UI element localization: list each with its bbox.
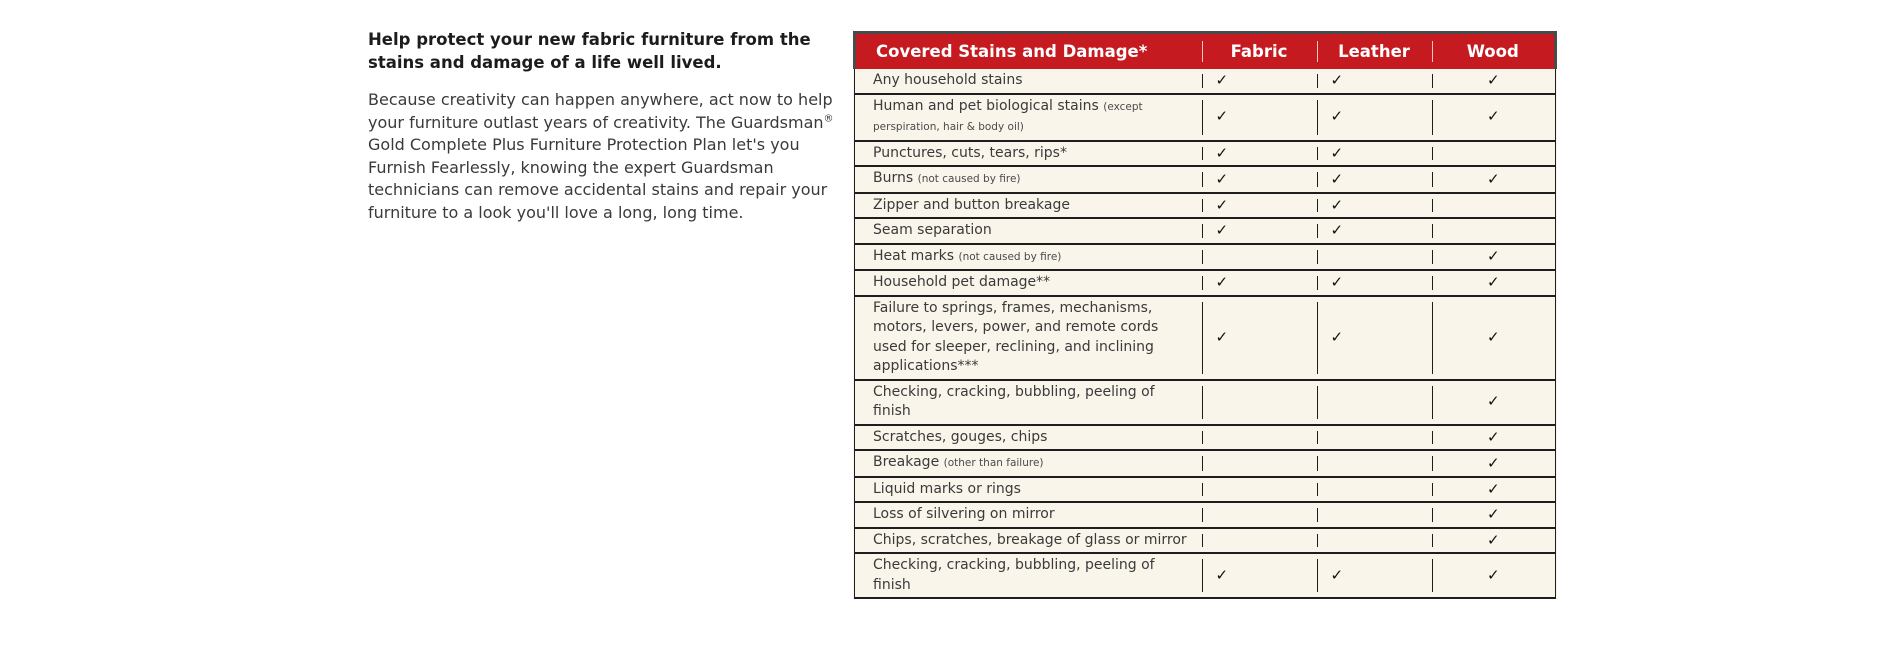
table-row: [855, 425, 1556, 451]
damage-type-cell: [855, 425, 1202, 451]
fabric-coverage-cell: [1202, 94, 1317, 141]
wood-coverage-cell: [1432, 425, 1556, 451]
intro-section: [368, 28, 838, 225]
damage-type-note: (other than failure): [943, 457, 1044, 469]
intro-body: [368, 89, 838, 225]
checkmark-icon: ✓: [1486, 453, 1500, 472]
wood-coverage-cell: [1432, 553, 1556, 598]
checkmark-icon: ✓: [1215, 195, 1229, 214]
wood-coverage-cell: [1432, 94, 1556, 141]
table-row: [855, 218, 1556, 244]
damage-type-label: Any household stains: [873, 72, 1023, 88]
coverage-table: [853, 31, 1557, 599]
checkmark-icon: ✓: [1486, 107, 1500, 126]
checkmark-icon: ✓: [1215, 273, 1229, 291]
intro-body-text: Because creativity can happen anywhere, act now to help your furniture outlast years of creativity. The Guardsman: [368, 90, 833, 132]
coverage-table-body: [855, 69, 1556, 598]
wood-coverage-cell: [1432, 380, 1556, 425]
fabric-coverage-cell: [1202, 553, 1317, 598]
damage-type-cell: [855, 193, 1202, 219]
table-row: [855, 296, 1556, 380]
fabric-coverage-cell: [1202, 244, 1317, 271]
damage-type-cell: [855, 218, 1202, 244]
checkmark-icon: ✓: [1486, 427, 1500, 446]
header-fabric: Fabric: [1202, 33, 1317, 70]
damage-type-note: (not caused by fire): [958, 250, 1062, 263]
header-row: [855, 33, 1556, 70]
leather-coverage-cell: [1317, 477, 1432, 503]
table-row: [855, 94, 1556, 141]
leather-coverage-cell: [1317, 166, 1432, 193]
fabric-coverage-cell: [1202, 380, 1317, 425]
wood-coverage-cell: [1432, 218, 1556, 244]
checkmark-icon: ✓: [1215, 327, 1229, 346]
table-row: [855, 244, 1556, 271]
registered-mark: ®: [823, 113, 834, 125]
checkmark-icon: ✓: [1330, 565, 1344, 584]
fabric-coverage-cell: [1202, 270, 1317, 296]
damage-type-label: Zipper and button breakage: [873, 196, 1070, 213]
checkmark-icon: ✓: [1486, 479, 1500, 498]
damage-type-cell: [855, 244, 1202, 271]
leather-coverage-cell: [1317, 450, 1432, 477]
checkmark-icon: ✓: [1215, 143, 1229, 162]
checkmark-icon: ✓: [1486, 327, 1500, 346]
damage-type-label: Checking, cracking, bubbling, peeling of finish: [873, 557, 1155, 593]
checkmark-icon: ✓: [1330, 143, 1344, 162]
fabric-coverage-cell: [1202, 450, 1317, 477]
checkmark-icon: ✓: [1486, 530, 1500, 549]
fabric-coverage-cell: [1202, 502, 1317, 528]
leather-coverage-cell: [1317, 270, 1432, 296]
intro-heading: Help protect your new fabric furniture from the stains and damage of a life well lived.: [368, 30, 811, 72]
leather-coverage-cell: [1317, 218, 1432, 244]
damage-type-cell: [855, 141, 1202, 167]
fabric-coverage-cell: [1202, 296, 1317, 380]
damage-type-cell: [855, 553, 1202, 598]
wood-coverage-cell: [1432, 69, 1556, 94]
checkmark-icon: ✓: [1486, 169, 1500, 188]
leather-coverage-cell: [1317, 502, 1432, 528]
checkmark-icon: ✓: [1215, 221, 1229, 239]
damage-type-label: Household pet damage**: [873, 274, 1051, 290]
table-row: [855, 380, 1556, 425]
damage-type-label: Burns: [873, 170, 914, 186]
fabric-coverage-cell: [1202, 193, 1317, 219]
table-row: [855, 69, 1556, 94]
table-row: [855, 166, 1556, 193]
damage-type-cell: [855, 380, 1202, 425]
damage-type-label: Heat marks: [873, 247, 955, 264]
checkmark-icon: ✓: [1330, 221, 1344, 239]
wood-coverage-cell: [1432, 502, 1556, 528]
checkmark-icon: ✓: [1486, 392, 1500, 411]
checkmark-icon: ✓: [1486, 505, 1500, 523]
fabric-coverage-cell: [1202, 141, 1317, 167]
damage-type-cell: [855, 166, 1202, 193]
checkmark-icon: ✓: [1330, 169, 1344, 188]
damage-type-label: Punctures, cuts, tears, rips*: [873, 144, 1067, 161]
wood-coverage-cell: [1432, 296, 1556, 380]
damage-type-cell: [855, 450, 1202, 477]
damage-type-label: Breakage: [873, 454, 940, 470]
wood-coverage-cell: [1432, 244, 1556, 271]
damage-type-cell: [855, 270, 1202, 296]
checkmark-icon: ✓: [1330, 107, 1344, 126]
damage-type-cell: [855, 528, 1202, 554]
wood-coverage-cell: [1432, 193, 1556, 219]
leather-coverage-cell: [1317, 193, 1432, 219]
wood-coverage-cell: [1432, 166, 1556, 193]
leather-coverage-cell: [1317, 425, 1432, 451]
damage-type-label: Human and pet biological stains: [873, 97, 1099, 114]
fabric-coverage-cell: [1202, 69, 1317, 94]
leather-coverage-cell: [1317, 94, 1432, 141]
header-wood: Wood: [1432, 33, 1556, 70]
header-covered-stains: Covered Stains and Damage*: [855, 33, 1202, 70]
checkmark-icon: ✓: [1215, 71, 1229, 89]
damage-type-label: Failure to springs, frames, mechanisms, motors, levers, power, and remote cords used for sleeper, reclining, and inclining applications***: [873, 299, 1159, 374]
damage-type-note: (not caused by fire): [917, 173, 1021, 185]
checkmark-icon: ✓: [1215, 169, 1229, 188]
wood-coverage-cell: [1432, 141, 1556, 167]
table-row: [855, 477, 1556, 503]
damage-type-cell: [855, 477, 1202, 503]
damage-type-cell: [855, 94, 1202, 141]
wood-coverage-cell: [1432, 477, 1556, 503]
wood-coverage-cell: [1432, 450, 1556, 477]
damage-type-label: Chips, scratches, breakage of glass or mirror: [873, 531, 1187, 548]
wood-coverage-cell: [1432, 528, 1556, 554]
damage-type-label: Seam separation: [873, 222, 992, 238]
checkmark-icon: ✓: [1486, 71, 1500, 89]
header-leather: Leather: [1317, 33, 1432, 70]
checkmark-icon: ✓: [1330, 71, 1344, 89]
damage-type-cell: [855, 69, 1202, 94]
damage-type-note: (except perspiration, hair & body oil): [873, 100, 1143, 133]
leather-coverage-cell: [1317, 244, 1432, 271]
checkmark-icon: ✓: [1215, 565, 1229, 584]
leather-coverage-cell: [1317, 380, 1432, 425]
fabric-coverage-cell: [1202, 528, 1317, 554]
checkmark-icon: ✓: [1330, 195, 1344, 214]
checkmark-icon: ✓: [1486, 565, 1500, 584]
checkmark-icon: ✓: [1330, 273, 1344, 291]
table-row: [855, 450, 1556, 477]
table-row: [855, 553, 1556, 598]
coverage-table-header: [855, 33, 1556, 70]
leather-coverage-cell: [1317, 553, 1432, 598]
damage-type-cell: [855, 296, 1202, 380]
intro-body-text-continued: Gold Complete Plus Furniture Protection Plan let's you Furnish Fearlessly, knowing the expert Guardsman technicians can remove accidental stains and repair your furniture to a look you'll love a long, long time.: [368, 135, 828, 222]
damage-type-label: Liquid marks or rings: [873, 480, 1021, 497]
checkmark-icon: ✓: [1486, 273, 1500, 291]
table-row: [855, 270, 1556, 296]
leather-coverage-cell: [1317, 296, 1432, 380]
damage-type-cell: [855, 502, 1202, 528]
damage-type-label: Checking, cracking, bubbling, peeling of finish: [873, 383, 1155, 419]
fabric-coverage-cell: [1202, 166, 1317, 193]
table-row: [855, 193, 1556, 219]
wood-coverage-cell: [1432, 270, 1556, 296]
damage-type-label: Loss of silvering on mirror: [873, 506, 1055, 522]
fabric-coverage-cell: [1202, 425, 1317, 451]
fabric-coverage-cell: [1202, 218, 1317, 244]
checkmark-icon: ✓: [1486, 247, 1500, 265]
leather-coverage-cell: [1317, 141, 1432, 167]
fabric-coverage-cell: [1202, 477, 1317, 503]
leather-coverage-cell: [1317, 69, 1432, 94]
table-row: [855, 141, 1556, 167]
checkmark-icon: ✓: [1330, 327, 1344, 346]
table-row: [855, 502, 1556, 528]
damage-type-label: Scratches, gouges, chips: [873, 428, 1048, 445]
table-row: [855, 528, 1556, 554]
leather-coverage-cell: [1317, 528, 1432, 554]
checkmark-icon: ✓: [1215, 107, 1229, 126]
